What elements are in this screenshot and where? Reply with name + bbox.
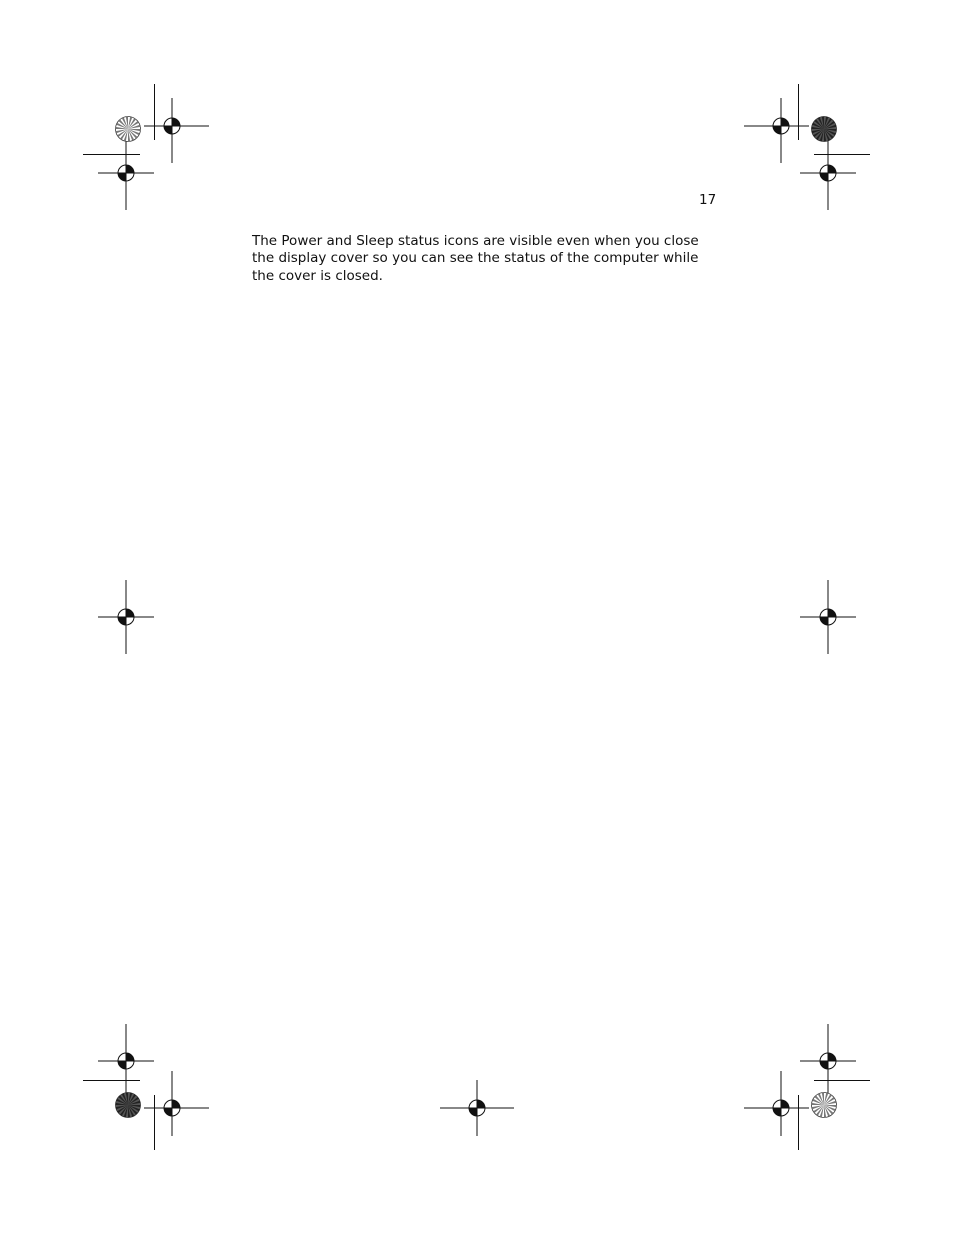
body-paragraph: The Power and Sleep status icons are visible even when you close the display cover so you can see the status of the computer while the cover is closed. <box>252 233 699 284</box>
page-number: 17 <box>699 192 717 208</box>
registration-mark-icon <box>144 1071 209 1136</box>
registration-mark-icon <box>440 1080 514 1136</box>
starburst-wheel-icon <box>116 1093 141 1118</box>
starburst-wheel-icon <box>812 117 837 142</box>
registration-mark-icon <box>744 98 809 163</box>
registration-mark-icon <box>800 1024 856 1098</box>
starburst-wheel-icon <box>116 117 141 142</box>
starburst-wheel-icon <box>812 1093 837 1118</box>
registration-mark-icon <box>98 580 154 654</box>
registration-mark-icon <box>144 98 209 163</box>
registration-mark-icon <box>800 580 856 654</box>
registration-mark-icon <box>98 1024 154 1098</box>
registration-mark-icon <box>800 136 856 210</box>
registration-mark-icon <box>98 136 154 210</box>
registration-mark-icon <box>744 1071 809 1136</box>
